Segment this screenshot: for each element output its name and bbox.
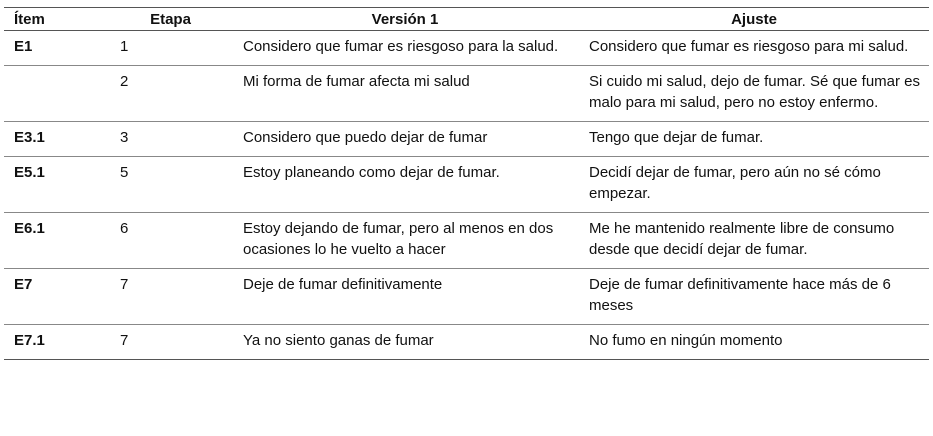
cell-item: E5.1 (4, 157, 110, 213)
cell-version1: Mi forma de fumar afecta mi salud (231, 66, 579, 122)
cell-item: E1 (4, 31, 110, 66)
header-etapa: Etapa (110, 8, 231, 31)
table-row (4, 325, 929, 360)
cell-item: E6.1 (4, 213, 110, 269)
cell-etapa: 7 (110, 325, 231, 360)
cell-item: E7.1 (4, 325, 110, 360)
cell-version1: Ya no siento ganas de fumar (231, 325, 579, 360)
cell-ajuste: Si cuido mi salud, dejo de fumar. Sé que fumar es malo para mi salud, pero no estoy enfermo. (579, 66, 929, 122)
cell-item: E3.1 (4, 122, 110, 157)
cell-version1: Considero que fumar es riesgoso para la salud. (231, 31, 579, 66)
cell-ajuste: Decidí dejar de fumar, pero aún no sé cómo empezar. (579, 157, 929, 213)
table-row (4, 213, 929, 269)
cell-item: E7 (4, 269, 110, 325)
cell-etapa: 2 (110, 66, 231, 122)
cell-etapa: 5 (110, 157, 231, 213)
cell-etapa: 1 (110, 31, 231, 66)
header-version1: Versión 1 (231, 8, 579, 31)
cell-version1: Estoy dejando de fumar, pero al menos en dos ocasiones lo he vuelto a hacer (231, 213, 579, 269)
cell-ajuste: Deje de fumar definitivamente hace más de 6 meses (579, 269, 929, 325)
table-row (4, 122, 929, 157)
cell-version1: Considero que puedo dejar de fumar (231, 122, 579, 157)
table-row (4, 66, 929, 122)
table-row (4, 269, 929, 325)
cell-etapa: 7 (110, 269, 231, 325)
cell-etapa: 3 (110, 122, 231, 157)
header-item: Ítem (4, 8, 110, 31)
stages-table (4, 7, 929, 360)
cell-item (4, 66, 110, 122)
cell-ajuste: Considero que fumar es riesgoso para mi salud. (579, 31, 929, 66)
cell-version1: Deje de fumar definitivamente (231, 269, 579, 325)
cell-ajuste: Me he mantenido realmente libre de consumo desde que decidí dejar de fumar. (579, 213, 929, 269)
table-row (4, 31, 929, 66)
cell-ajuste: No fumo en ningún momento (579, 325, 929, 360)
cell-etapa: 6 (110, 213, 231, 269)
header-ajuste: Ajuste (579, 8, 929, 31)
header-row (4, 8, 929, 31)
table-row (4, 157, 929, 213)
cell-version1: Estoy planeando como dejar de fumar. (231, 157, 579, 213)
cell-ajuste: Tengo que dejar de fumar. (579, 122, 929, 157)
